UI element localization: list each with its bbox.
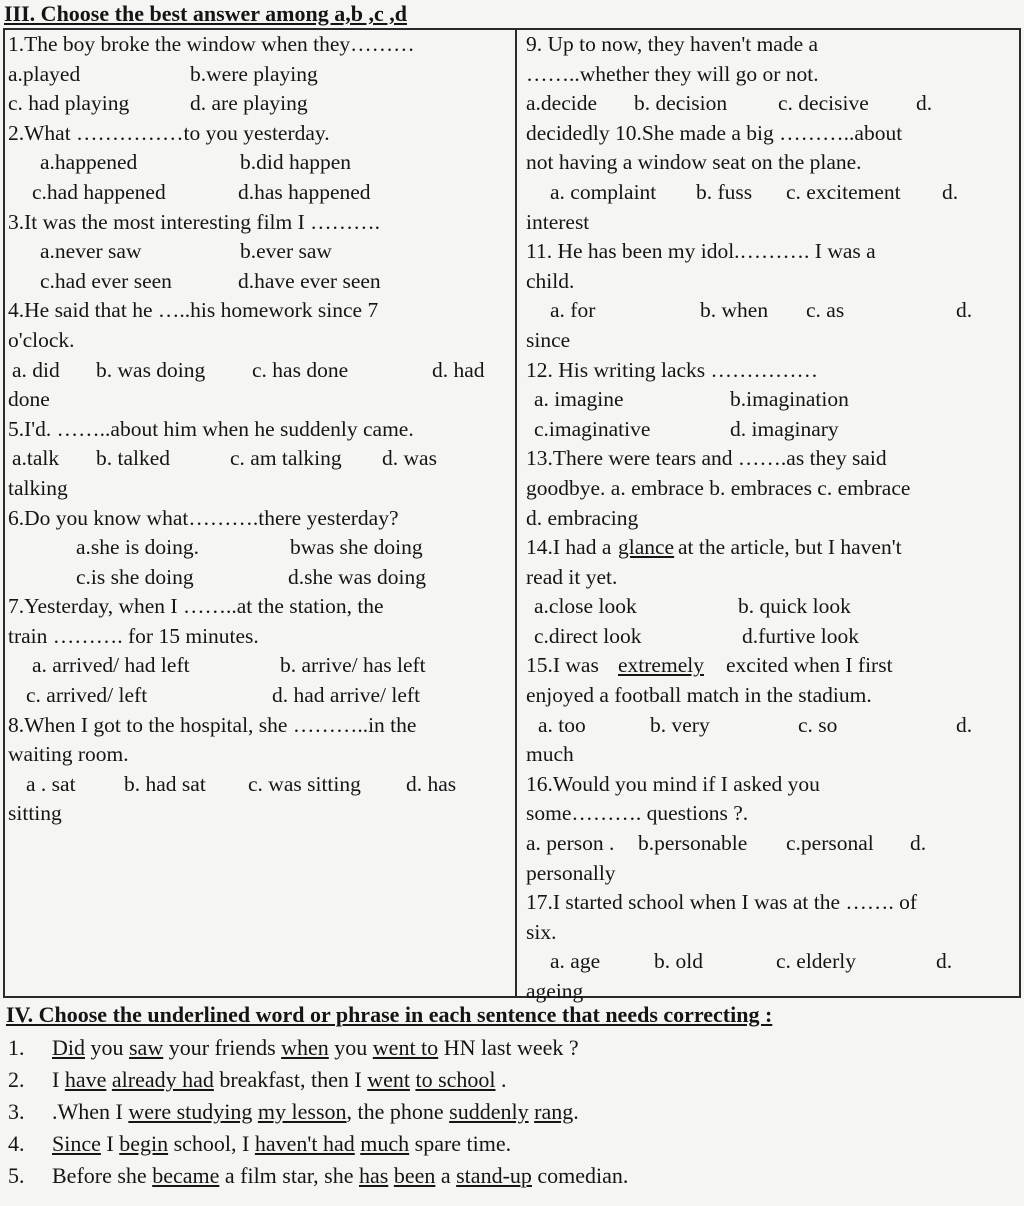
sentence-number: 4. (8, 1131, 25, 1156)
sentence-text: I (100, 1131, 120, 1156)
question-text: 2.What ……………to you yesterday. (8, 120, 330, 145)
question-line (8, 444, 508, 474)
question-text: much (526, 742, 574, 767)
question-text: sitting (8, 801, 62, 826)
answer-option[interactable]: 14.I had a (526, 535, 612, 560)
underlined-choice[interactable]: saw (129, 1035, 164, 1060)
answer-option[interactable]: b.ever saw (240, 239, 332, 264)
answer-option[interactable]: c.had happened (32, 179, 166, 204)
answer-option[interactable]: c. arrived/ left (26, 683, 148, 708)
question-line (8, 119, 508, 149)
answer-option[interactable]: d.she was doing (288, 564, 426, 589)
question-line (526, 148, 1016, 178)
answer-option[interactable]: c.imaginative (534, 416, 651, 441)
answer-option[interactable]: b. talked (96, 446, 171, 471)
question-line (8, 651, 508, 681)
sentence-text: . (573, 1099, 579, 1124)
sentence-text: comedian. (531, 1163, 629, 1188)
question-text: 11. He has been my idol.………. I was a (526, 239, 876, 264)
question-line (526, 740, 1016, 770)
answer-option[interactable]: c. so (798, 712, 838, 737)
underlined-choice[interactable]: were studying (128, 1099, 253, 1124)
question-line (526, 267, 1016, 297)
underlined-choice[interactable]: rang (534, 1099, 574, 1124)
question-text: some………. questions ?. (526, 801, 749, 826)
underlined-choice[interactable]: much (360, 1131, 410, 1156)
underlined-choice[interactable]: when (281, 1035, 329, 1060)
question-line (8, 770, 508, 800)
sentence-text: a film star, she (219, 1163, 359, 1188)
sentence-text: you (85, 1035, 129, 1060)
correction-sentence (8, 1096, 628, 1128)
question-text: done (8, 387, 50, 412)
question-text: 16.Would you mind if I asked you (526, 771, 820, 796)
question-line (526, 119, 1016, 149)
answer-option[interactable]: excited when I first (726, 653, 893, 678)
answer-option[interactable]: c. had playing (8, 91, 130, 116)
question-line (526, 208, 1016, 238)
answer-option[interactable]: c.personal (786, 831, 874, 856)
question-line (526, 444, 1016, 474)
answer-option[interactable]: c.had ever seen (40, 268, 172, 293)
underlined-choice[interactable]: to school (415, 1067, 496, 1092)
question-text: 3.It was the most interesting film I ………. (8, 209, 381, 234)
sentence-number: 3. (8, 1099, 25, 1124)
question-line (8, 356, 508, 386)
question-text: ageing (526, 979, 584, 1003)
question-text: 17.I started school when I was at the ……. of (526, 890, 918, 915)
question-text: 4.He said that he …..his homework since 7 (8, 298, 379, 323)
question-text: since (526, 327, 571, 352)
question-line (526, 859, 1016, 889)
underlined-choice[interactable]: begin (119, 1131, 169, 1156)
answer-option[interactable]: d. (956, 712, 973, 737)
question-line (526, 592, 1016, 622)
question-text: 13.There were tears and …….as they said (526, 446, 887, 471)
answer-option[interactable]: b. was doing (96, 357, 206, 382)
answer-option[interactable]: a . sat (26, 771, 76, 796)
answer-option[interactable]: a.never saw (40, 239, 142, 264)
underlined-choice[interactable]: already had (111, 1067, 214, 1092)
column-divider (515, 28, 517, 998)
question-line (8, 740, 508, 770)
underlined-choice[interactable]: haven't had (254, 1131, 355, 1156)
answer-option[interactable]: b. very (650, 712, 710, 737)
question-line (8, 267, 508, 297)
question-text: 5.I'd. ……..about him when he suddenly came. (8, 416, 414, 441)
question-line (8, 385, 508, 415)
sentence-text: spare time. (409, 1131, 512, 1156)
question-line (8, 474, 508, 504)
question-line (526, 799, 1016, 829)
question-line (526, 888, 1016, 918)
underlined-choice[interactable]: my lesson (257, 1099, 347, 1124)
underlined-choice[interactable]: became (152, 1163, 220, 1188)
question-line (8, 208, 508, 238)
underlined-choice[interactable]: stand-up (456, 1163, 532, 1188)
question-text: waiting room. (8, 742, 129, 767)
question-text: talking (8, 475, 68, 500)
question-line (8, 504, 508, 534)
answer-option[interactable]: c. excitement (786, 179, 901, 204)
question-line (8, 681, 508, 711)
answer-option[interactable]: b. decision (634, 91, 728, 116)
question-line (8, 622, 508, 652)
correction-sentence (8, 1064, 628, 1096)
question-line (526, 681, 1016, 711)
answer-option[interactable]: c. decisive (778, 91, 869, 116)
underlined-choice[interactable]: have (64, 1067, 107, 1092)
sentence-text: . (495, 1067, 507, 1092)
question-text: 8.When I got to the hospital, she ………..in the (8, 712, 417, 737)
answer-option[interactable]: d. (956, 298, 973, 323)
answer-option[interactable]: a. too (538, 712, 586, 737)
right-column-questions (526, 30, 1016, 1007)
answer-option[interactable]: extremely (618, 653, 704, 678)
question-text: enjoyed a football match in the stadium. (526, 683, 872, 708)
question-line (8, 178, 508, 208)
question-line (8, 326, 508, 356)
question-text: personally (526, 860, 616, 885)
answer-option[interactable]: a. person . (526, 831, 615, 856)
sentence-text: your friends (163, 1035, 282, 1060)
question-line (526, 563, 1016, 593)
left-column-questions (8, 30, 508, 829)
answer-option[interactable]: glance (618, 535, 675, 560)
question-line (526, 30, 1016, 60)
question-text: child. (526, 268, 575, 293)
question-line (526, 296, 1016, 326)
question-line (8, 563, 508, 593)
answer-option[interactable]: d. (910, 831, 927, 856)
question-text: not having a window seat on the plane. (526, 150, 862, 175)
answer-option[interactable]: a. arrived/ had left (32, 653, 190, 678)
question-line (526, 237, 1016, 267)
answer-option[interactable]: d. (942, 179, 959, 204)
question-line (526, 918, 1016, 948)
question-text: 7.Yesterday, when I ……..at the station, the (8, 594, 384, 619)
underlined-choice[interactable]: went to (372, 1035, 439, 1060)
question-line (526, 947, 1016, 977)
question-line (526, 60, 1016, 90)
answer-option[interactable]: b. old (654, 949, 703, 974)
question-text: six. (526, 919, 557, 944)
question-text: goodbye. a. embrace b. embraces c. embrace (526, 475, 911, 500)
question-line (526, 474, 1016, 504)
question-line (8, 60, 508, 90)
answer-option[interactable]: d. was (382, 446, 437, 471)
question-line (526, 622, 1016, 652)
answer-option[interactable]: c. elderly (776, 949, 856, 974)
sentence-text: you (328, 1035, 373, 1060)
sentence-number: 2. (8, 1067, 25, 1092)
answer-option[interactable]: a. for (550, 298, 596, 323)
sentence-text: breakfast, then I (213, 1067, 368, 1092)
answer-option[interactable]: b.were playing (190, 61, 318, 86)
underlined-choice[interactable]: Since (52, 1131, 101, 1156)
question-line (526, 415, 1016, 445)
answer-option[interactable]: a.decide (526, 91, 598, 116)
answer-option[interactable]: d. are playing (190, 91, 308, 116)
question-line (8, 237, 508, 267)
answer-option[interactable]: d. imaginary (730, 416, 839, 441)
question-line (526, 533, 1016, 563)
answer-option[interactable]: b.personable (638, 831, 748, 856)
question-text: d. embracing (526, 505, 639, 530)
underlined-choice[interactable]: has (359, 1163, 389, 1188)
answer-option[interactable]: b. arrive/ has left (280, 653, 426, 678)
answer-option[interactable]: b.imagination (730, 387, 849, 412)
correction-sentence (8, 1160, 628, 1192)
question-text: 12. His writing lacks …………… (526, 357, 819, 382)
answer-option[interactable]: 15.I was (526, 653, 599, 678)
answer-option[interactable]: c.direct look (534, 623, 642, 648)
sentence-text: school, I (168, 1131, 255, 1156)
answer-option[interactable]: c. was sitting (248, 771, 361, 796)
question-text: 9. Up to now, they haven't made a (526, 32, 819, 56)
answer-option[interactable]: d.have ever seen (238, 268, 381, 293)
question-text: o'clock. (8, 327, 75, 352)
question-text: 1.The boy broke the window when they……… (8, 32, 415, 56)
question-text: train ………. for 15 minutes. (8, 623, 259, 648)
answer-option[interactable]: d. had (432, 357, 485, 382)
question-line (526, 326, 1016, 356)
section-3-title: III. Choose the best answer among a,b ,c ,d (4, 1, 407, 26)
question-line (526, 711, 1016, 741)
section-4-title: IV. Choose the underlined word or phrase in each sentence that needs correcting : (6, 1002, 773, 1027)
question-line (526, 89, 1016, 119)
answer-option[interactable]: a. did (12, 357, 60, 382)
correction-sentence (8, 1128, 628, 1160)
sentence-number: 5. (8, 1163, 25, 1188)
question-line (526, 829, 1016, 859)
answer-option[interactable]: b. quick look (738, 594, 851, 619)
question-text: read it yet. (526, 564, 618, 589)
correction-sentence (8, 1032, 628, 1064)
question-line (8, 533, 508, 563)
question-line (8, 592, 508, 622)
underlined-choice[interactable]: been (393, 1163, 436, 1188)
question-line (526, 770, 1016, 800)
answer-option[interactable]: d. (936, 949, 953, 974)
answer-option[interactable]: a.she is doing. (76, 535, 200, 560)
question-line (8, 89, 508, 119)
answer-option[interactable]: a. age (550, 949, 601, 974)
sentence-text: .When I (52, 1099, 129, 1124)
answer-option[interactable]: c. has done (252, 357, 349, 382)
question-line (526, 504, 1016, 534)
answer-option[interactable]: b. had sat (124, 771, 206, 796)
question-line (8, 148, 508, 178)
sentence-text: Before she (52, 1163, 153, 1188)
sentence-text: HN last week ? (438, 1035, 579, 1060)
sentence-text: I (52, 1067, 65, 1092)
answer-option[interactable]: a.close look (534, 594, 637, 619)
answer-option[interactable]: a.happened (40, 150, 138, 175)
question-text: decidedly 10.She made a big ………..about (526, 120, 903, 145)
question-line (8, 30, 508, 60)
question-line (526, 651, 1016, 681)
answer-option[interactable]: a. complaint (550, 179, 657, 204)
answer-option[interactable]: c.is she doing (76, 564, 194, 589)
section-4-sentences (8, 1032, 628, 1192)
question-line (526, 178, 1016, 208)
answer-option[interactable]: d. (916, 91, 933, 116)
answer-option[interactable]: a.talk (12, 446, 60, 471)
underlined-choice[interactable]: Did (52, 1035, 85, 1060)
question-line (8, 415, 508, 445)
question-line (8, 711, 508, 741)
sentence-text: , the phone (346, 1099, 450, 1124)
question-text: interest (526, 209, 590, 234)
question-text: 6.Do you know what……….there yesterday? (8, 505, 399, 530)
sentence-number: 1. (8, 1035, 25, 1060)
underlined-choice[interactable]: suddenly (449, 1099, 529, 1124)
answer-option[interactable]: bwas she doing (290, 535, 423, 560)
answer-option[interactable]: b.did happen (240, 150, 352, 175)
answer-option[interactable]: a.played (8, 61, 81, 86)
question-line (526, 356, 1016, 386)
question-line (8, 799, 508, 829)
answer-option[interactable]: d. had arrive/ left (272, 683, 421, 708)
answer-option[interactable]: d.has happened (238, 179, 371, 204)
answer-option[interactable]: c. am talking (230, 446, 342, 471)
question-text: ……..whether they will go or not. (526, 61, 819, 86)
answer-option[interactable]: d. has (406, 771, 457, 796)
question-line (526, 385, 1016, 415)
underlined-choice[interactable]: went (367, 1067, 410, 1092)
answer-option[interactable]: at the article, but I haven't (678, 535, 902, 560)
answer-option[interactable]: b. fuss (696, 179, 753, 204)
answer-option[interactable]: b. when (700, 298, 769, 323)
answer-option[interactable]: a. imagine (534, 387, 624, 412)
sentence-text: a (435, 1163, 457, 1188)
question-line (8, 296, 508, 326)
answer-option[interactable]: d.furtive look (742, 623, 860, 648)
answer-option[interactable]: c. as (806, 298, 845, 323)
